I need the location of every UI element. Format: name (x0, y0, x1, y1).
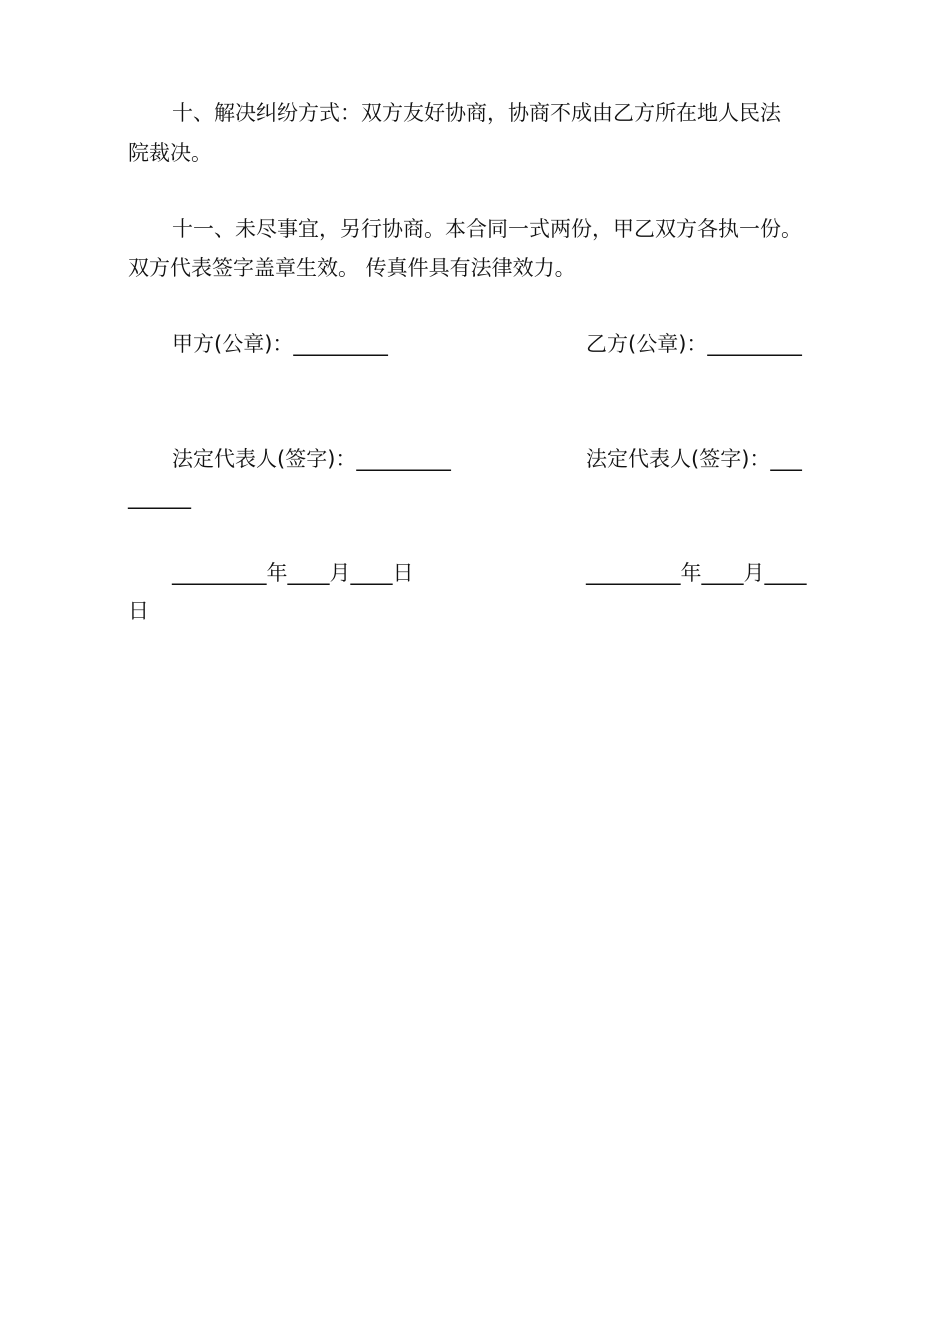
clause-10-line-1: 十、解决纠纷方式：双方友好协商，协商不成由乙方所在地人民法 (172, 101, 781, 125)
party-a-seal-field: 甲方(公章)：_________ (172, 332, 388, 356)
clause-11-line-1: 十一、未尽事宜，另行协商。本合同一式两份，甲乙双方各执一份。 (172, 217, 802, 241)
clause-11-line-2: 双方代表签字盖章生效。 传真件具有法律效力。 (128, 256, 576, 280)
party-a-date-field: _________年____月____日 (172, 561, 414, 585)
party-b-seal-field: 乙方(公章)：_________ (586, 332, 802, 356)
clause-10-line-2: 院裁决。 (128, 141, 212, 165)
party-b-representative-field-continued: ______ (128, 485, 191, 509)
party-b-date-field: _________年____月____ (586, 561, 807, 585)
party-b-date-field-continued: 日 (128, 599, 149, 623)
party-b-representative-field: 法定代表人(签字)：___ (586, 447, 802, 471)
party-a-representative-field: 法定代表人(签字)：_________ (172, 447, 451, 471)
